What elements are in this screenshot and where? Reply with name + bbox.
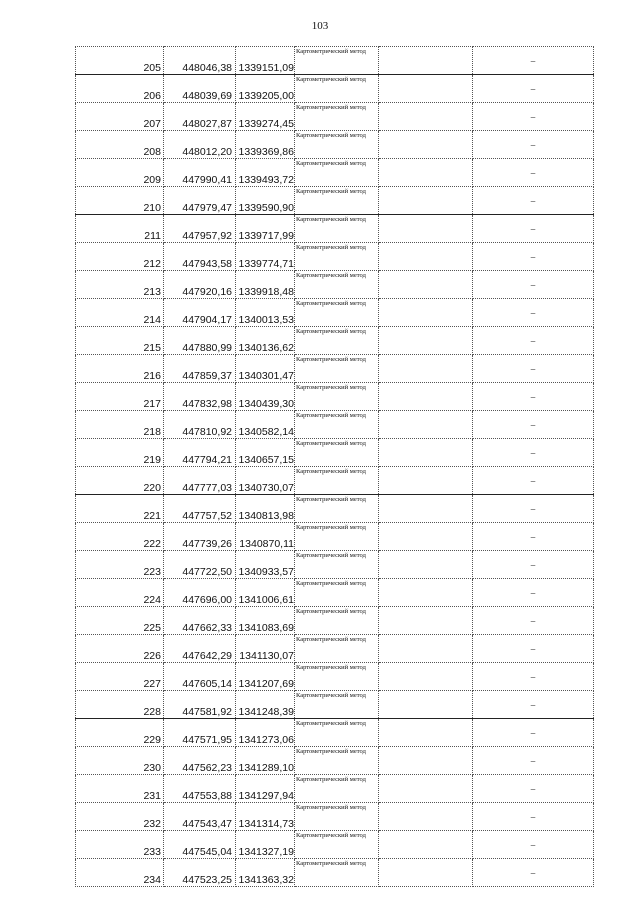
method-cell: Картометрический метод: [295, 299, 379, 327]
method-cell: Картометрический метод: [295, 355, 379, 383]
table-row: [76, 299, 594, 327]
point-number-cell: 210: [76, 187, 164, 215]
precision-cell: –: [473, 159, 594, 187]
empty-cell: [379, 803, 473, 831]
x-coordinate-cell: 447642,29: [164, 635, 236, 663]
table-row: [76, 803, 594, 831]
x-coordinate-cell: 447979,47: [164, 187, 236, 215]
point-number-cell: 230: [76, 747, 164, 775]
x-coordinate-cell: 447990,41: [164, 159, 236, 187]
y-coordinate-cell: 1341273,06: [236, 719, 295, 747]
method-cell: Картометрический метод: [295, 691, 379, 719]
method-cell: Картометрический метод: [295, 719, 379, 747]
point-number-cell: 213: [76, 271, 164, 299]
precision-cell: –: [473, 131, 594, 159]
method-cell: Картометрический метод: [295, 159, 379, 187]
x-coordinate-cell: 448046,38: [164, 47, 236, 75]
point-number-cell: 234: [76, 859, 164, 887]
x-coordinate-cell: 447794,21: [164, 439, 236, 467]
y-coordinate-cell: 1339590,90: [236, 187, 295, 215]
y-coordinate-cell: 1340730,07: [236, 467, 295, 495]
table-row: [76, 719, 594, 747]
empty-cell: [379, 859, 473, 887]
point-number-cell: 229: [76, 719, 164, 747]
point-number-cell: 211: [76, 215, 164, 243]
y-coordinate-cell: 1340870,11: [236, 523, 295, 551]
empty-cell: [379, 635, 473, 663]
method-cell: Картометрический метод: [295, 663, 379, 691]
empty-cell: [379, 299, 473, 327]
x-coordinate-cell: 447957,92: [164, 215, 236, 243]
x-coordinate-cell: 447757,52: [164, 495, 236, 523]
y-coordinate-cell: 1340813,98: [236, 495, 295, 523]
method-cell: Картометрический метод: [295, 635, 379, 663]
table-row: [76, 215, 594, 243]
page-number: 103: [311, 20, 329, 32]
x-coordinate-cell: 447810,92: [164, 411, 236, 439]
method-cell: Картометрический метод: [295, 775, 379, 803]
x-coordinate-cell: 447523,25: [164, 859, 236, 887]
x-coordinate-cell: 447543,47: [164, 803, 236, 831]
empty-cell: [379, 243, 473, 271]
method-cell: Картометрический метод: [295, 187, 379, 215]
point-number-cell: 225: [76, 607, 164, 635]
precision-cell: –: [473, 411, 594, 439]
y-coordinate-cell: 1340657,15: [236, 439, 295, 467]
x-coordinate-cell: 447581,92: [164, 691, 236, 719]
method-cell: Картометрический метод: [295, 607, 379, 635]
precision-cell: –: [473, 691, 594, 719]
table-row: [76, 47, 594, 75]
x-coordinate-cell: 447920,16: [164, 271, 236, 299]
y-coordinate-cell: 1341130,07: [236, 635, 295, 663]
y-coordinate-cell: 1340933,57: [236, 551, 295, 579]
empty-cell: [379, 187, 473, 215]
y-coordinate-cell: 1340582,14: [236, 411, 295, 439]
precision-cell: –: [473, 187, 594, 215]
precision-cell: –: [473, 635, 594, 663]
empty-cell: [379, 131, 473, 159]
y-coordinate-cell: 1339717,99: [236, 215, 295, 243]
point-number-cell: 223: [76, 551, 164, 579]
coordinates-table: [75, 46, 594, 887]
method-cell: Картометрический метод: [295, 271, 379, 299]
method-cell: Картометрический метод: [295, 131, 379, 159]
table-row: [76, 523, 594, 551]
y-coordinate-cell: 1339274,45: [236, 103, 295, 131]
table-row: [76, 131, 594, 159]
table-row: [76, 635, 594, 663]
precision-cell: –: [473, 747, 594, 775]
table-row: [76, 495, 594, 523]
empty-cell: [379, 663, 473, 691]
x-coordinate-cell: 447545,04: [164, 831, 236, 859]
table-row: [76, 75, 594, 103]
table-row: [76, 691, 594, 719]
x-coordinate-cell: 448027,87: [164, 103, 236, 131]
empty-cell: [379, 523, 473, 551]
point-number-cell: 219: [76, 439, 164, 467]
method-cell: Картометрический метод: [295, 551, 379, 579]
point-number-cell: 226: [76, 635, 164, 663]
point-number-cell: 207: [76, 103, 164, 131]
point-number-cell: 209: [76, 159, 164, 187]
x-coordinate-cell: 447696,00: [164, 579, 236, 607]
table-row: [76, 383, 594, 411]
point-number-cell: 205: [76, 47, 164, 75]
x-coordinate-cell: 447832,98: [164, 383, 236, 411]
y-coordinate-cell: 1339369,86: [236, 131, 295, 159]
precision-cell: –: [473, 495, 594, 523]
table-row: [76, 327, 594, 355]
point-number-cell: 222: [76, 523, 164, 551]
y-coordinate-cell: 1340301,47: [236, 355, 295, 383]
empty-cell: [379, 495, 473, 523]
empty-cell: [379, 831, 473, 859]
point-number-cell: 228: [76, 691, 164, 719]
empty-cell: [379, 775, 473, 803]
method-cell: Картометрический метод: [295, 243, 379, 271]
table-row: [76, 159, 594, 187]
y-coordinate-cell: 1341314,73: [236, 803, 295, 831]
empty-cell: [379, 383, 473, 411]
point-number-cell: 208: [76, 131, 164, 159]
precision-cell: –: [473, 523, 594, 551]
precision-cell: –: [473, 831, 594, 859]
precision-cell: –: [473, 215, 594, 243]
x-coordinate-cell: 447739,26: [164, 523, 236, 551]
empty-cell: [379, 215, 473, 243]
point-number-cell: 216: [76, 355, 164, 383]
y-coordinate-cell: 1340136,62: [236, 327, 295, 355]
point-number-cell: 215: [76, 327, 164, 355]
empty-cell: [379, 327, 473, 355]
x-coordinate-cell: 447777,03: [164, 467, 236, 495]
empty-cell: [379, 411, 473, 439]
point-number-cell: 231: [76, 775, 164, 803]
y-coordinate-cell: 1341006,61: [236, 579, 295, 607]
empty-cell: [379, 467, 473, 495]
method-cell: Картометрический метод: [295, 831, 379, 859]
method-cell: Картометрический метод: [295, 523, 379, 551]
table-row: [76, 775, 594, 803]
point-number-cell: 206: [76, 75, 164, 103]
precision-cell: –: [473, 327, 594, 355]
x-coordinate-cell: 447943,58: [164, 243, 236, 271]
method-cell: Картометрический метод: [295, 47, 379, 75]
y-coordinate-cell: 1341248,39: [236, 691, 295, 719]
method-cell: Картометрический метод: [295, 75, 379, 103]
precision-cell: –: [473, 719, 594, 747]
table-row: [76, 439, 594, 467]
precision-cell: –: [473, 75, 594, 103]
table-row: [76, 103, 594, 131]
precision-cell: –: [473, 579, 594, 607]
empty-cell: [379, 719, 473, 747]
x-coordinate-cell: 447553,88: [164, 775, 236, 803]
y-coordinate-cell: 1341327,19: [236, 831, 295, 859]
point-number-cell: 212: [76, 243, 164, 271]
y-coordinate-cell: 1341297,94: [236, 775, 295, 803]
table-row: [76, 355, 594, 383]
point-number-cell: 221: [76, 495, 164, 523]
x-coordinate-cell: 447722,50: [164, 551, 236, 579]
table-row: [76, 859, 594, 887]
precision-cell: –: [473, 243, 594, 271]
empty-cell: [379, 551, 473, 579]
table-row: [76, 607, 594, 635]
table-row: [76, 187, 594, 215]
y-coordinate-cell: 1339205,00: [236, 75, 295, 103]
empty-cell: [379, 103, 473, 131]
method-cell: Картометрический метод: [295, 411, 379, 439]
precision-cell: –: [473, 607, 594, 635]
table-row: [76, 551, 594, 579]
precision-cell: –: [473, 467, 594, 495]
point-number-cell: 217: [76, 383, 164, 411]
method-cell: Картометрический метод: [295, 439, 379, 467]
table-row: [76, 663, 594, 691]
x-coordinate-cell: 447880,99: [164, 327, 236, 355]
point-number-cell: 214: [76, 299, 164, 327]
x-coordinate-cell: 447859,37: [164, 355, 236, 383]
precision-cell: –: [473, 775, 594, 803]
method-cell: Картометрический метод: [295, 383, 379, 411]
precision-cell: –: [473, 663, 594, 691]
table-row: [76, 579, 594, 607]
y-coordinate-cell: 1339493,72: [236, 159, 295, 187]
table-row: [76, 831, 594, 859]
empty-cell: [379, 75, 473, 103]
x-coordinate-cell: 447571,95: [164, 719, 236, 747]
precision-cell: –: [473, 47, 594, 75]
precision-cell: –: [473, 299, 594, 327]
x-coordinate-cell: 447904,17: [164, 299, 236, 327]
x-coordinate-cell: 447662,33: [164, 607, 236, 635]
precision-cell: –: [473, 103, 594, 131]
method-cell: Картометрический метод: [295, 747, 379, 775]
precision-cell: –: [473, 439, 594, 467]
empty-cell: [379, 691, 473, 719]
table-row: [76, 271, 594, 299]
point-number-cell: 233: [76, 831, 164, 859]
point-number-cell: 227: [76, 663, 164, 691]
point-number-cell: 232: [76, 803, 164, 831]
coordinates-table-body: [76, 47, 594, 887]
empty-cell: [379, 607, 473, 635]
y-coordinate-cell: 1340439,30: [236, 383, 295, 411]
method-cell: Картометрический метод: [295, 215, 379, 243]
y-coordinate-cell: 1339151,09: [236, 47, 295, 75]
method-cell: Картометрический метод: [295, 467, 379, 495]
y-coordinate-cell: 1339774,71: [236, 243, 295, 271]
y-coordinate-cell: 1340013,53: [236, 299, 295, 327]
y-coordinate-cell: 1341207,69: [236, 663, 295, 691]
point-number-cell: 220: [76, 467, 164, 495]
x-coordinate-cell: 448039,69: [164, 75, 236, 103]
precision-cell: –: [473, 271, 594, 299]
empty-cell: [379, 355, 473, 383]
empty-cell: [379, 439, 473, 467]
empty-cell: [379, 47, 473, 75]
precision-cell: –: [473, 859, 594, 887]
point-number-cell: 218: [76, 411, 164, 439]
empty-cell: [379, 271, 473, 299]
method-cell: Картометрический метод: [295, 103, 379, 131]
empty-cell: [379, 747, 473, 775]
precision-cell: –: [473, 383, 594, 411]
method-cell: Картометрический метод: [295, 327, 379, 355]
y-coordinate-cell: 1341083,69: [236, 607, 295, 635]
empty-cell: [379, 579, 473, 607]
method-cell: Картометрический метод: [295, 803, 379, 831]
table-row: [76, 411, 594, 439]
method-cell: Картометрический метод: [295, 859, 379, 887]
table-row: [76, 747, 594, 775]
x-coordinate-cell: 448012,20: [164, 131, 236, 159]
x-coordinate-cell: 447562,23: [164, 747, 236, 775]
precision-cell: –: [473, 551, 594, 579]
precision-cell: –: [473, 355, 594, 383]
empty-cell: [379, 159, 473, 187]
method-cell: Картометрический метод: [295, 495, 379, 523]
y-coordinate-cell: 1339918,48: [236, 271, 295, 299]
method-cell: Картометрический метод: [295, 579, 379, 607]
y-coordinate-cell: 1341289,10: [236, 747, 295, 775]
table-row: [76, 243, 594, 271]
point-number-cell: 224: [76, 579, 164, 607]
x-coordinate-cell: 447605,14: [164, 663, 236, 691]
precision-cell: –: [473, 803, 594, 831]
table-row: [76, 467, 594, 495]
y-coordinate-cell: 1341363,32: [236, 859, 295, 887]
